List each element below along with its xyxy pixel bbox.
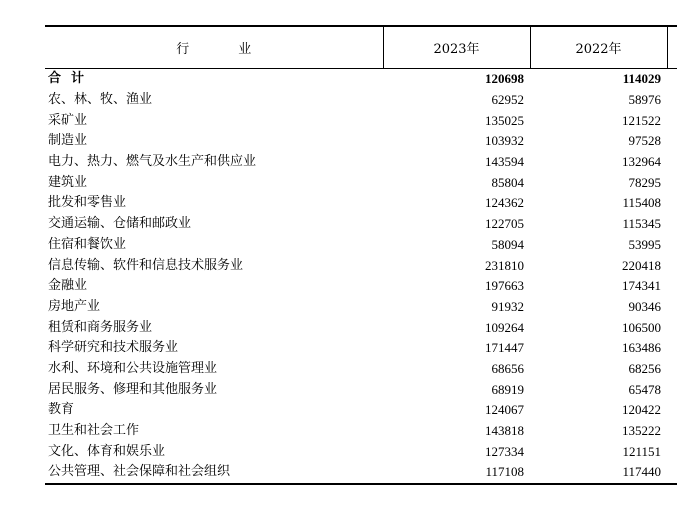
value-2022: 121522	[622, 112, 661, 128]
value-next	[667, 297, 677, 318]
value-2022: 163486	[622, 340, 661, 356]
value-2023: 120698	[485, 71, 524, 87]
row-label: 居民服务、修理和其他服务业	[48, 381, 218, 397]
table-row	[45, 297, 677, 318]
value-2022: 174341	[622, 278, 661, 294]
value-next	[667, 359, 677, 380]
value-next	[667, 338, 677, 359]
header-year-2023: 2023年	[383, 26, 530, 69]
value-next	[667, 317, 677, 338]
header-year-2022: 2022年	[530, 26, 667, 69]
value-next	[667, 255, 677, 276]
value-2022: 97528	[628, 133, 661, 149]
value-2023: 135025	[485, 112, 524, 128]
table-row	[45, 90, 677, 111]
value-next	[667, 131, 677, 152]
value-next	[667, 193, 677, 214]
table-row	[45, 441, 677, 462]
value-2022: 121151	[622, 443, 661, 459]
row-label: 电力、热力、燃气及水生产和供应业	[48, 154, 257, 170]
value-2023: 122705	[485, 216, 524, 232]
row-label: 制造业	[48, 133, 88, 149]
table-row-total	[45, 69, 677, 90]
value-2023: 127334	[485, 443, 524, 459]
row-label: 交通运输、仓储和邮政业	[48, 216, 192, 232]
value-2023: 143818	[485, 423, 524, 439]
table-row	[45, 131, 677, 152]
table-row	[45, 152, 677, 173]
value-2022: 68256	[628, 360, 661, 376]
table-header-row	[45, 26, 677, 69]
value-next	[667, 441, 677, 462]
table-row	[45, 421, 677, 442]
table-row	[45, 400, 677, 421]
value-2022: 106500	[622, 319, 661, 335]
value-next	[667, 152, 677, 173]
table-row	[45, 193, 677, 214]
value-2023: 68656	[491, 360, 524, 376]
row-label: 合计	[48, 71, 95, 87]
value-next	[667, 421, 677, 442]
value-2023: 117108	[383, 462, 530, 484]
table-row	[45, 214, 677, 235]
value-next	[667, 276, 677, 297]
value-2022: 90346	[628, 298, 661, 314]
table-row	[45, 235, 677, 256]
value-2023: 58094	[491, 236, 524, 252]
value-next	[667, 214, 677, 235]
average-wage-by-industry-table	[45, 25, 677, 485]
value-2023: 68919	[491, 381, 524, 397]
value-2022: 115408	[622, 195, 661, 211]
value-2022: 115345	[622, 216, 661, 232]
row-label: 文化、体育和娱乐业	[48, 443, 166, 459]
value-2022: 53995	[628, 236, 661, 252]
value-2023: 124067	[485, 402, 524, 418]
value-2023: 124362	[485, 195, 524, 211]
row-label: 金融业	[48, 278, 88, 294]
row-label: 建筑业	[48, 174, 88, 190]
header-next-column	[667, 26, 677, 69]
value-2023: 85804	[491, 174, 524, 190]
value-2022: 120422	[622, 402, 661, 418]
value-2023: 62952	[491, 92, 524, 108]
value-2023: 109264	[485, 319, 524, 335]
value-2022: 114029	[622, 71, 661, 87]
value-2022: 58976	[628, 92, 661, 108]
table-row	[45, 110, 677, 131]
table-row	[45, 359, 677, 380]
row-label: 采矿业	[48, 112, 88, 128]
value-2022: 65478	[628, 381, 661, 397]
table-row	[45, 338, 677, 359]
value-next	[667, 400, 677, 421]
header-industry-label: 行 业	[176, 42, 270, 57]
table-body	[45, 69, 677, 484]
value-next	[667, 110, 677, 131]
value-2023: 143594	[485, 154, 524, 170]
value-2023: 171447	[485, 340, 524, 356]
row-label: 公共管理、社会保障和社会组织	[45, 462, 383, 484]
row-label: 租赁和商务服务业	[48, 319, 153, 335]
value-2022: 78295	[628, 174, 661, 190]
value-2022: 220418	[622, 257, 661, 273]
row-label: 信息传输、软件和信息技术服务业	[48, 257, 244, 273]
value-next	[667, 235, 677, 256]
row-label: 批发和零售业	[48, 195, 127, 211]
row-label: 科学研究和技术服务业	[48, 340, 179, 356]
value-next	[667, 90, 677, 111]
wage-table-container	[45, 25, 677, 485]
header-industry	[45, 26, 383, 69]
value-2023: 91932	[491, 298, 524, 314]
value-2022: 132964	[622, 154, 661, 170]
table-row	[45, 317, 677, 338]
value-2023: 231810	[485, 257, 524, 273]
row-label: 水利、环境和公共设施管理业	[48, 360, 218, 376]
row-label: 教育	[48, 402, 75, 418]
value-next	[667, 69, 677, 90]
table-row	[45, 276, 677, 297]
row-label: 住宿和餐饮业	[48, 236, 127, 252]
value-2023: 197663	[485, 278, 524, 294]
table-row	[45, 379, 677, 400]
row-label: 房地产业	[48, 298, 101, 314]
value-2022: 135222	[622, 423, 661, 439]
table-row	[45, 172, 677, 193]
value-next	[667, 379, 677, 400]
value-next	[667, 462, 677, 484]
row-label: 农、林、牧、渔业	[48, 92, 153, 108]
row-label: 卫生和社会工作	[48, 423, 140, 439]
value-next	[667, 172, 677, 193]
table-row	[45, 255, 677, 276]
table-row	[45, 462, 677, 484]
value-2023: 103932	[485, 133, 524, 149]
value-2022: 117440	[530, 462, 667, 484]
